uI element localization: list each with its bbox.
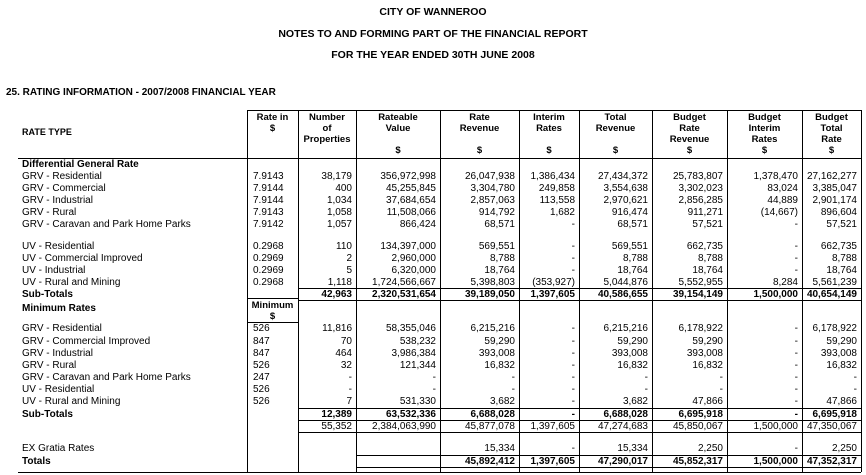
column-header-rateable: Rateable [378,112,418,123]
totals-rule-top [356,455,861,456]
table-cell: 59,290 [617,336,648,347]
table-cell: 2,960,000 [391,253,436,264]
table-cell: 18,764 [826,265,857,276]
table-cell: 6,695,918 [678,409,723,420]
table-cell: 63,532,336 [385,409,436,420]
column-rule [802,110,803,472]
table-cell: - [794,443,798,454]
table-cell: - [571,443,575,454]
table-cell: (14,667) [760,207,798,218]
column-header-rateable: Value [385,123,411,134]
table-cell: 121,344 [399,360,436,371]
row-label: GRV - Commercial [22,183,106,194]
row-label: Minimum Rates [22,303,96,314]
table-cell: 1,058 [326,207,352,218]
table-cell: 18,764 [692,265,723,276]
table-cell: 40,654,149 [806,289,857,300]
row-label: GRV - Industrial [22,195,93,206]
table-cell: - [794,372,798,383]
table-cell: 7.9144 [253,183,284,194]
table-cell: 1,386,434 [530,171,575,182]
table-cell: 68,571 [484,219,515,230]
table-cell: 42,963 [321,289,352,300]
column-header-properties: of [322,123,332,134]
table-cell: 110 [336,241,352,252]
minimum-box-bottom [247,322,298,323]
column-header-total-revenue: Total [604,112,627,123]
column-header-budget-rate: Rate [679,123,700,134]
minimum-header-unit: $ [269,311,276,322]
table-cell: 3,986,384 [391,348,436,359]
table-cell: 6,215,216 [470,323,515,334]
table-cell: 27,162,277 [806,171,857,182]
table-cell: - [853,384,857,395]
table-cell: 393,008 [478,348,515,359]
table-cell: - [794,348,798,359]
column-header-total-revenue: Revenue [595,123,636,134]
table-cell: 5,561,239 [812,277,857,288]
table-cell: 47,866 [692,396,723,407]
table-cell: 247 [253,372,270,383]
table-cell: 45,850,067 [672,421,723,432]
table-cell: 3,682 [489,396,515,407]
table-cell: - [794,409,798,420]
table-cell: - [571,253,575,264]
column-rule [247,110,248,472]
table-cell: - [644,384,648,395]
table-cell: 1,397,605 [530,289,575,300]
header-top-rule [247,110,861,111]
table-cell: 911,271 [687,207,723,218]
column-header-total-revenue: $ [612,145,619,156]
table-cell: 2,856,285 [678,195,723,206]
table-cell: 57,521 [692,219,723,230]
table-cell: - [571,241,575,252]
row-label: UV - Residential [22,384,95,395]
table-cell: 896,604 [820,207,857,218]
table-cell: 393,008 [686,348,723,359]
table-cell: 3,385,047 [812,183,857,194]
table-cell: 7 [346,396,352,407]
table-cell: 5 [346,265,352,276]
table-cell: - [571,348,575,359]
column-header-rateable: $ [395,145,401,156]
table-cell: 1,724,566,667 [372,277,436,288]
table-cell: 538,232 [399,336,436,347]
table-cell: - [794,265,798,276]
table-cell: 134,397,000 [380,241,436,252]
table-cell: 526 [253,360,270,371]
table-cell: 70 [340,336,352,347]
column-header-properties: Properties [303,134,351,145]
table-cell: 0.2968 [253,241,284,252]
column-rule [652,110,653,472]
table-cell: 2,250 [831,443,857,454]
table-cell: - [719,372,723,383]
table-cell: - [348,384,352,395]
row-label: GRV - Industrial [22,348,93,359]
table-cell: 7.9143 [253,171,284,182]
table-cell: 16,832 [826,360,857,371]
table-cell: 6,688,028 [470,409,515,420]
table-cell: - [432,384,436,395]
table-cell: 3,304,780 [470,183,515,194]
table-cell: 47,290,017 [597,456,648,467]
table-cell: - [571,360,575,371]
column-rule [861,110,862,472]
totals-rule-bottom [356,467,861,468]
table-cell: 8,788 [489,253,515,264]
table-cell: 16,832 [692,360,723,371]
table-cell: 58,355,046 [385,323,436,334]
table-cell: 847 [253,348,270,359]
table-cell: - [853,372,857,383]
report-title: NOTES TO AND FORMING PART OF THE FINANCIAL REPORT [278,28,588,40]
grand-rule [298,432,861,433]
table-cell: 1,034 [326,195,352,206]
table-cell: 11,508,066 [386,207,436,218]
council-name: CITY OF WANNEROO [379,6,487,18]
table-cell: 7.9142 [253,219,284,230]
table-cell: - [719,384,723,395]
table-cell: 39,154,149 [672,289,723,300]
row-label: Sub-Totals [22,289,73,300]
table-cell: 7.9143 [253,207,284,218]
column-header-budget-rate: $ [686,145,693,156]
table-cell: - [794,253,798,264]
row-label: Totals [22,456,51,467]
table-cell: 6,178,922 [812,323,857,334]
table-cell: 2,901,174 [812,195,857,206]
table-cell: 55,352 [321,421,352,432]
column-header-budget-interim: Rates [751,134,778,145]
table-cell: 26,047,938 [464,171,515,182]
table-cell: - [794,396,798,407]
table-cell: (353,927) [532,277,575,288]
table-cell: 8,284 [772,277,798,288]
column-rule [356,110,357,472]
table-cell: 400 [335,183,352,194]
minimum-header: Minimum [251,300,294,311]
table-cell: 6,178,922 [678,323,723,334]
table-cell: - [571,372,575,383]
row-label: Differential General Rate [22,159,139,170]
table-cell: 3,302,023 [678,183,723,194]
column-header-budget-rate: Budget [673,112,706,123]
table-cell: 59,290 [692,336,723,347]
table-cell: 8,788 [697,253,723,264]
table-cell: 18,764 [484,265,515,276]
table-cell: 57,521 [826,219,857,230]
column-header-interim: Interim [533,112,565,123]
table-cell: 45,877,078 [464,421,515,432]
table-cell: 569,551 [478,241,515,252]
table-cell: - [571,396,575,407]
table-cell: - [794,384,798,395]
row-label: UV - Industrial [22,265,86,276]
row-label: GRV - Rural [22,360,77,371]
table-cell: - [794,241,798,252]
table-cell: 6,215,216 [603,323,648,334]
table-cell: 83,024 [767,183,798,194]
subtotal-rule-bottom [298,300,861,301]
table-cell: 15,334 [617,443,648,454]
table-cell: 37,684,654 [385,195,436,206]
table-cell: 531,330 [399,396,436,407]
row-label: EX Gratia Rates [22,443,95,454]
table-cell: 5,552,955 [678,277,723,288]
table-cell: 15,334 [484,443,515,454]
subtotal-min-rule-top [298,408,861,409]
column-header-budget-total: $ [828,145,835,156]
subtotal-min-rule-bottom [298,420,861,421]
column-rule [579,110,580,472]
table-cell: 0.2968 [253,277,284,288]
table-cell: 1,397,605 [530,456,575,467]
table-cell: 1,057 [326,219,352,230]
row-label: GRV - Residential [22,323,102,334]
table-cell: 47,350,067 [806,421,857,432]
table-cell: 3,554,638 [603,183,648,194]
table-cell: 2 [346,253,352,264]
table-cell: - [794,219,798,230]
column-rule [519,110,520,472]
table-bottom-rule [18,472,861,473]
row-label: Sub-Totals [22,409,73,420]
report-period: FOR THE YEAR ENDED 30TH JUNE 2008 [331,49,535,61]
row-label: GRV - Commercial Improved [22,336,151,347]
table-cell: 113,558 [539,195,575,206]
column-header-rate-revenue: $ [476,145,483,156]
table-cell: 11,816 [322,323,352,334]
column-header-rate-in: $ [269,123,276,134]
row-label: GRV - Caravan and Park Home Parks [22,372,191,383]
column-header-budget-interim: Interim [748,123,781,134]
table-cell: 1,397,605 [530,421,575,432]
table-cell: 569,551 [611,241,648,252]
table-cell: 47,274,683 [597,421,648,432]
column-header-budget-total: Total [820,123,843,134]
table-cell: 2,320,531,654 [372,289,436,300]
table-cell: 6,688,028 [603,409,648,420]
table-cell: 25,783,807 [672,171,723,182]
table-cell: 5,398,803 [470,277,515,288]
table-cell: - [571,384,575,395]
table-cell: - [644,372,648,383]
table-cell: 356,972,998 [380,171,436,182]
table-cell: 6,320,000 [391,265,436,276]
table-cell: 0.2969 [253,253,284,264]
table-cell: 38,179 [321,171,352,182]
table-cell: 1,118 [327,277,352,288]
table-cell: 16,832 [617,360,648,371]
column-header-rate-revenue: Rate [469,112,490,123]
table-cell: 6,695,918 [812,409,857,420]
table-cell: 45,852,317 [672,456,723,467]
column-header-budget-interim: $ [761,145,768,156]
column-header-budget-total: Budget [815,112,848,123]
table-cell: 59,290 [826,336,857,347]
column-rule [727,110,728,472]
table-cell: 393,008 [611,348,648,359]
section-title: 25. RATING INFORMATION - 2007/2008 FINANCIAL YEAR [6,87,276,98]
table-cell: 59,290 [484,336,515,347]
table-cell: - [571,219,575,230]
table-cell: 40,586,655 [597,289,648,300]
table-cell: 526 [253,396,270,407]
table-cell: 2,857,063 [470,195,515,206]
column-rule [440,110,441,472]
table-cell: 12,389 [321,409,352,420]
table-cell: 7.9144 [253,195,284,206]
table-cell: 47,352,317 [806,456,857,467]
row-label: GRV - Caravan and Park Home Parks [22,219,191,230]
table-cell: 914,792 [478,207,515,218]
table-cell: 847 [253,336,270,347]
table-cell: 32 [340,360,352,371]
row-label: UV - Rural and Mining [22,277,121,288]
table-cell: 8,788 [622,253,648,264]
table-cell: 39,189,050 [464,289,515,300]
row-label: UV - Commercial Improved [22,253,143,264]
row-label: GRV - Rural [22,207,77,218]
column-header-rate-revenue: Revenue [459,123,500,134]
table-cell: - [571,409,575,420]
rate-type-header: RATE TYPE [22,127,72,137]
row-label: UV - Rural and Mining [22,396,121,407]
table-cell: 27,434,372 [597,171,648,182]
table-cell: 45,892,412 [464,456,515,467]
table-cell: 2,250 [697,443,723,454]
column-header-budget-rate: Revenue [669,134,710,145]
table-cell: 8,788 [831,253,857,264]
column-header-properties: Number [309,112,345,123]
table-cell: 1,682 [549,207,575,218]
table-cell: - [511,372,515,383]
table-cell: 662,735 [820,241,857,252]
table-cell: 18,764 [617,265,648,276]
table-cell: 68,571 [617,219,648,230]
table-cell: 16,832 [484,360,515,371]
table-cell: - [571,336,575,347]
column-header-interim: $ [546,145,552,156]
table-cell: 2,970,621 [603,195,648,206]
table-cell: 2,384,063,990 [372,421,436,432]
column-header-interim: Rates [536,123,562,134]
table-cell: 1,500,000 [753,289,798,300]
subtotal-rule-top [298,288,861,289]
table-cell: 3,682 [622,396,648,407]
minimum-box-top [247,298,298,299]
table-cell: - [348,372,352,383]
table-cell: 1,378,470 [753,171,798,182]
row-label: GRV - Residential [22,171,102,182]
table-cell: 464 [335,348,352,359]
row-label: UV - Residential [22,241,95,252]
table-cell: 393,008 [820,348,857,359]
table-cell: 1,500,000 [753,421,798,432]
table-cell: 47,866 [826,396,857,407]
table-cell: 44,889 [767,195,798,206]
table-cell: 1,500,000 [753,456,798,467]
table-cell: 662,735 [686,241,723,252]
table-cell: - [571,265,575,276]
column-rule [298,110,299,472]
table-cell: 866,424 [399,219,436,230]
table-cell: - [794,323,798,334]
header-bottom-rule [18,158,861,159]
table-cell: - [794,360,798,371]
column-header-budget-interim: Budget [748,112,781,123]
column-header-budget-total: Rate [821,134,842,145]
table-cell: 45,255,845 [385,183,436,194]
table-cell: 526 [253,323,270,334]
table-cell: - [511,384,515,395]
table-cell: - [571,323,575,334]
table-cell: 526 [253,384,270,395]
column-header-rate-in: Rate in [256,112,289,123]
table-cell: 5,044,876 [603,277,648,288]
table-cell: - [794,336,798,347]
table-cell: - [432,372,436,383]
table-cell: 249,858 [538,183,575,194]
table-cell: 916,474 [611,207,648,218]
table-cell: 0.2969 [253,265,284,276]
